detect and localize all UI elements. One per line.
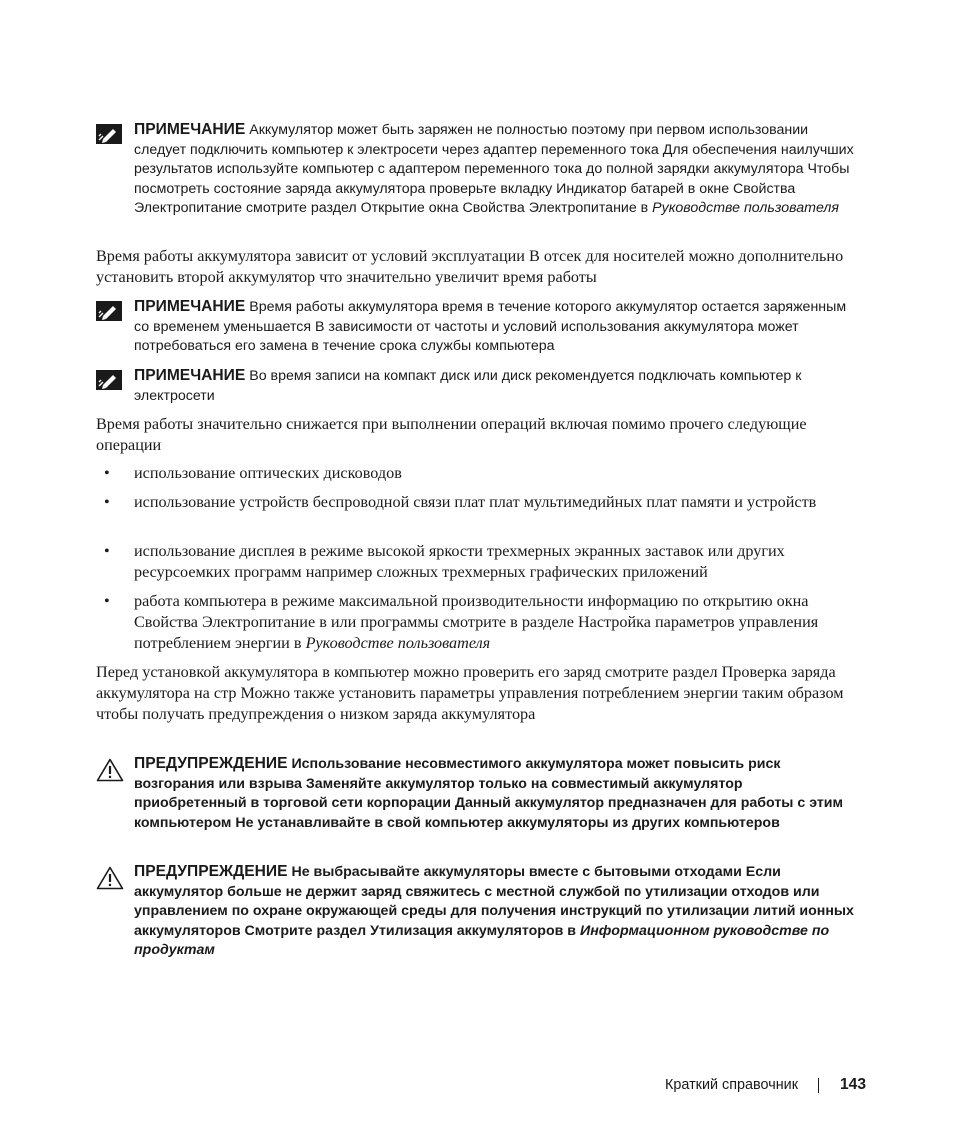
paragraph-check-charge: Перед установкой аккумулятора в компьютер можно проверить его заряд смотрите раздел Проверка заряда аккумулятора на стр Можно также установить параметры управления потреблением энергии таким образом чтобы получать предупреждения о низком заряда аккумулятора <box>96 663 844 723</box>
page-footer <box>560 1076 866 1096</box>
note-label: ПРИМЕЧАНИЕ <box>134 367 246 384</box>
note-body: Время работы аккумулятора время в течение которого аккумулятор остается заряженным со временем уменьшается В зависимости от частоты и условий использования аккумулятора может потребоваться его замена в течение срока службы компьютера <box>134 299 847 355</box>
note-text-1 <box>134 120 858 219</box>
warning-label: ПРЕДУПРЕЖДЕНИЕ <box>134 755 288 772</box>
note-label: ПРИМЕЧАНИЕ <box>134 121 246 138</box>
list-item-body: работа компьютера в режиме максимальной производительности информацию по открытию окна Свойства Электропитание в или программы смотрите в разделе Настройка параметров управления потреблением энергии в <box>134 592 819 652</box>
note-text-3 <box>134 366 858 406</box>
list-item-text: использование оптических дисководов <box>134 464 402 482</box>
warning-body: Использование несовместимого аккумулятора может повысить риск возгорания или взрыва Заменяйте аккумулятор только на совместимый аккумулятор приобретенный в торговой сети корпорации Данный аккумулятор предназначен для работы с этим компьютером Не устанавливайте в свой компьютер аккумуляторы из других компьютеров <box>134 756 844 831</box>
warning-label: ПРЕДУПРЕЖДЕНИЕ <box>134 863 288 880</box>
list-item-italic-ref: Руководстве пользователя <box>305 634 491 652</box>
footer-separator <box>818 1078 819 1093</box>
page-number: 143 <box>839 1076 866 1093</box>
paragraph-operations-intro: Время работы значительно снижается при выполнении операций включая помимо прочего следующие операции <box>96 415 807 454</box>
note-pencil-icon <box>96 301 122 321</box>
warning-text-1 <box>134 754 858 833</box>
note-pencil-icon <box>96 124 122 144</box>
paragraph-battery-life: Время работы аккумулятора зависит от условий эксплуатации В отсек для носителей можно дополнительно установить второй аккумулятор что значительно увеличит время работы <box>96 247 844 286</box>
note-text-2 <box>134 297 858 357</box>
list-item-text: использование устройств беспроводной связи плат плат мультимедийных плат памяти и устройств <box>134 493 817 511</box>
note-body: Аккумулятор может быть заряжен не полностью поэтому при первом использовании следует подключить компьютер к электросети через адаптер переменного тока Для обеспечения наилучших результатов используйте компьютер с адаптером переменного тока до полной зарядки аккумулятора Чтобы посмотреть состояние заряда аккумулятора проверьте вкладку Индикатор батарей в окне Свойства Электропитание смотрите раздел Открытие окна Свойства Электропитание в <box>134 122 854 217</box>
list-item-text <box>134 591 864 654</box>
bullet-dot: • <box>104 493 110 511</box>
bullet-dot: • <box>104 542 110 560</box>
bullet-dot: • <box>104 592 110 610</box>
note-label: ПРИМЕЧАНИЕ <box>134 298 246 315</box>
note-body: Во время записи на компакт диск или диск рекомендуется подключать компьютер к электросети <box>134 368 802 404</box>
note-italic-ref: Руководстве пользователя <box>652 200 839 217</box>
note-pencil-icon <box>96 370 122 390</box>
bullet-dot: • <box>104 464 110 482</box>
warning-italic-ref: Информационном руководстве по продуктам <box>134 922 830 959</box>
warning-body: Не выбрасывайте аккумуляторы вместе с бытовыми отходами Если аккумулятор больше не держит заряд свяжитесь с местной службой по утилизации отходов или управлением по охране окружающей среды для получения инструкций по утилизации литий ионных аккумуляторов Смотрите раздел Утилизация аккумуляторов в <box>134 864 854 939</box>
footer-title: Краткий справочник <box>665 1077 798 1093</box>
warning-triangle-icon <box>96 758 124 782</box>
warning-text-2 <box>134 862 858 961</box>
list-item-text: использование дисплея в режиме высокой яркости трехмерных экранных заставок или других ресурсоемких программ например сложных трехмерных графических приложений <box>134 542 785 581</box>
warning-triangle-icon <box>96 866 124 890</box>
